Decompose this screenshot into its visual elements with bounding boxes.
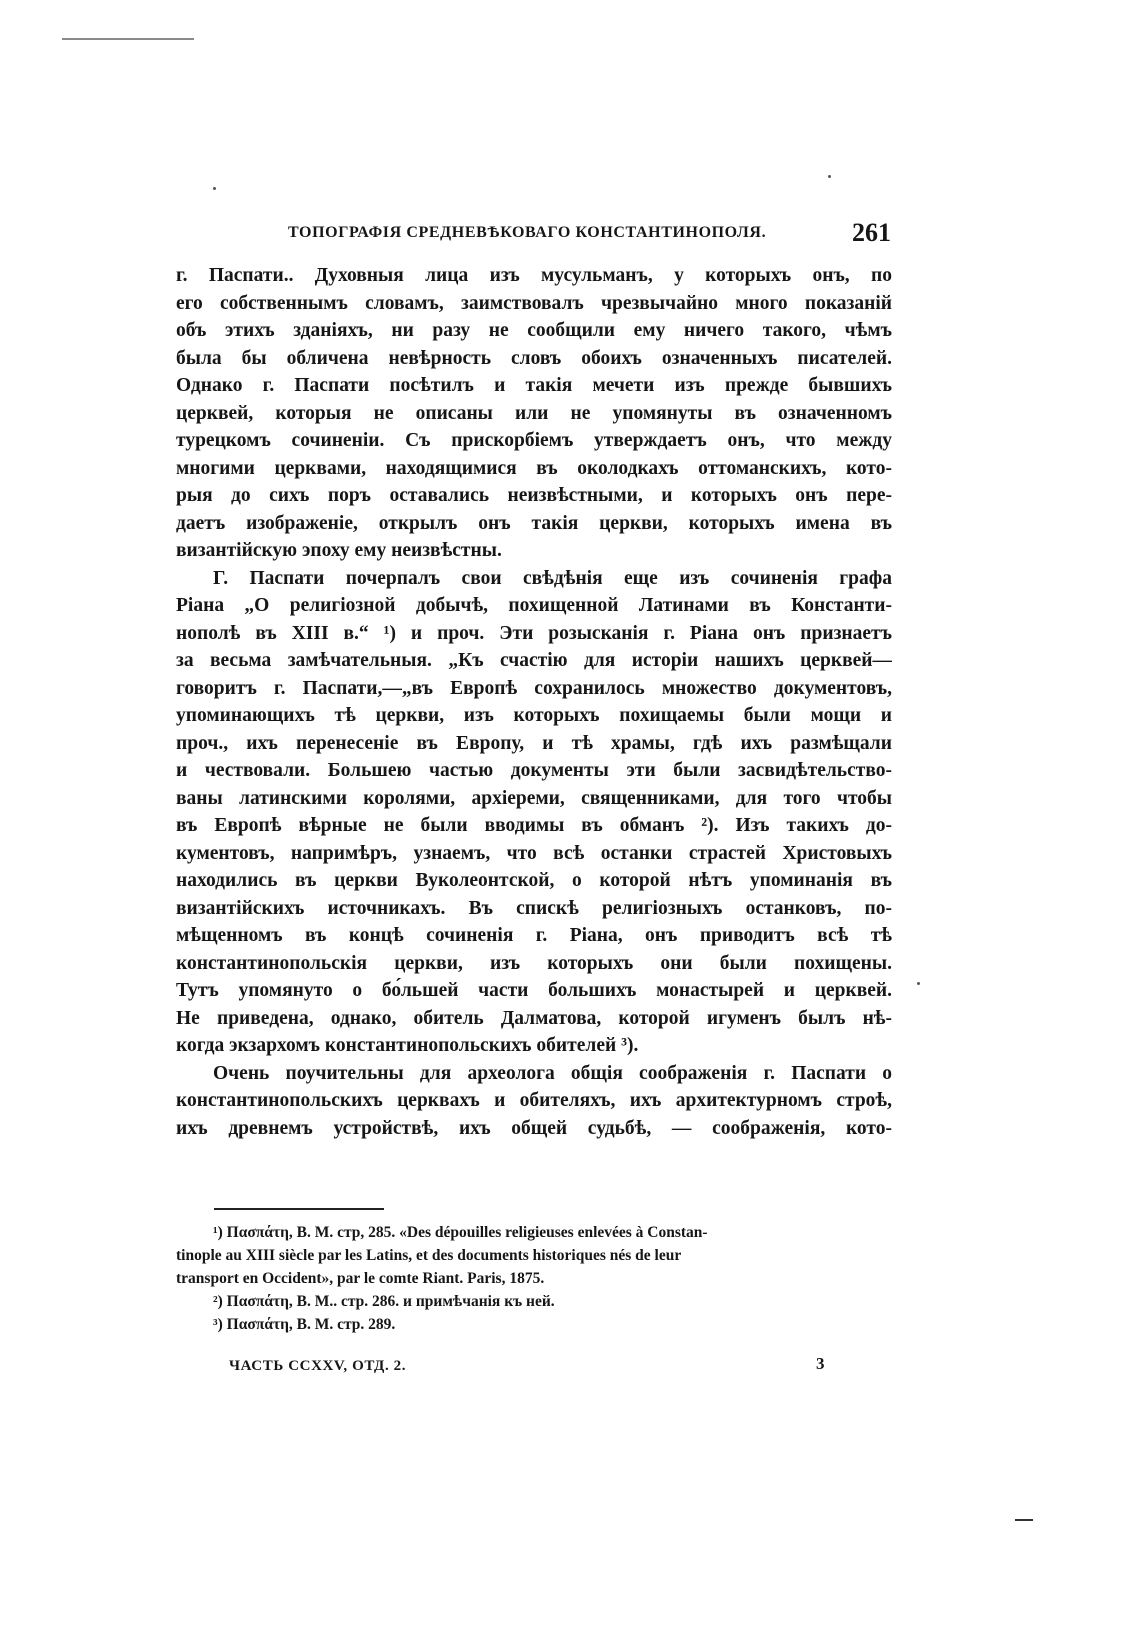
text-line: Однако г. Паспати посѣтилъ и такія мечети изъ прежде бывшихъ bbox=[176, 375, 892, 396]
text-line: Ріана „О религіозной добычѣ, похищенной Латинами въ Константи- bbox=[176, 595, 892, 616]
printer-signature: ЧАСТЬ CCXXV, ОТД. 2. bbox=[229, 1358, 407, 1374]
scan-edge-rule bbox=[62, 38, 194, 40]
text-line: г. Паспати.. Духовныя лица изъ мусульманъ, у которыхъ онъ, по bbox=[176, 265, 892, 286]
sheet-number: 3 bbox=[816, 1354, 825, 1373]
text-line: проч., ихъ перенесеніе въ Европу, и тѣ храмы, гдѣ ихъ размѣщали bbox=[176, 732, 892, 754]
footnote-1-continued: tinople au XIII siècle par les Latins, et des documents historiques nés de leur bbox=[176, 1247, 682, 1264]
scan-speck bbox=[828, 175, 831, 178]
text-line: рыя до сихъ поръ оставались неизвѣстными, и которыхъ онъ пере- bbox=[176, 485, 892, 506]
text-line: константинопольскія церкви, изъ которыхъ они были похищены. bbox=[176, 952, 892, 974]
text-line: нополѣ въ XIII в.“ ¹) и проч. Эти розысканія г. Ріана онъ признаетъ bbox=[176, 622, 892, 644]
text-line: его собственнымъ словамъ, заимствовалъ чрезвычайно много показаній bbox=[176, 292, 892, 314]
text-line: объ этихъ зданіяхъ, ни разу не сообщили ему ничего такого, чѣмъ bbox=[176, 320, 892, 341]
footnote-separator bbox=[214, 1208, 384, 1210]
text-line: византійскихъ источникахъ. Въ спискѣ религіозныхъ останковъ, по- bbox=[176, 897, 892, 919]
text-line: находились въ церкви Вуколеонтской, о которой нѣтъ упоминанія въ bbox=[176, 870, 892, 891]
footnote-1: ¹) Πασπάτη, Β. Μ. стр, 285. «Des dépouilles religieuses enlevées à Constan- bbox=[213, 1224, 708, 1241]
text-line: и чествовали. Большею частью документы эти были засвидѣтельство- bbox=[176, 760, 892, 781]
footnote-3: ³) Πασπάτη, Β. Μ. стр. 289. bbox=[213, 1316, 396, 1333]
text-line: ваны латинскими королями, архіереми, священниками, для того чтобы bbox=[176, 787, 892, 809]
footnotes bbox=[176, 1221, 892, 1336]
page-number: 261 bbox=[852, 218, 891, 247]
text-line: многими церквами, находящимися въ околодкахъ оттоманскихъ, кото- bbox=[176, 457, 892, 479]
footnote-2: ²) Πασπάτη, Β. Μ.. стр. 286. и примѣчанія къ ней. bbox=[213, 1293, 555, 1310]
text-line: говоритъ г. Паспати,—„въ Европѣ сохранилось множество документовъ, bbox=[176, 677, 892, 699]
paragraph-first-line: Очень поучительны для археолога общія соображенія г. Паспати о bbox=[213, 1062, 892, 1084]
text-line: константинопольскихъ церквахъ и обителяхъ, ихъ архитектурномъ строѣ, bbox=[176, 1090, 892, 1111]
text-line: турецкомъ сочиненіи. Съ прискорбіемъ утверждаетъ онъ, что между bbox=[176, 430, 892, 451]
scan-speck bbox=[917, 982, 920, 985]
text-line: мѣщенномъ въ концѣ сочиненія г. Ріана, онъ приводитъ всѣ тѣ bbox=[176, 925, 892, 946]
text-line: въ Европѣ вѣрные не были вводимы въ обманъ ²). Изъ такихъ до- bbox=[176, 815, 892, 836]
text-line: Не приведена, однако, обитель Далматова, которой игуменъ былъ нѣ- bbox=[176, 1007, 892, 1029]
text-line: византійскую эпоху ему неизвѣстны. bbox=[176, 540, 502, 561]
scan-speck bbox=[213, 187, 216, 190]
text-line: даетъ изображеніе, открылъ онъ такія церкви, которыхъ имена въ bbox=[176, 512, 892, 534]
text-line: Тутъ упомянуто о бо́льшей части большихъ монастырей и церквей. bbox=[176, 980, 892, 1001]
text-line: церквей, которыя не описаны или не упомянуты въ означенномъ bbox=[176, 402, 892, 424]
text-line: кументовъ, напримѣръ, узнаемъ, что всѣ останки страстей Христовыхъ bbox=[176, 842, 892, 864]
text-line: была бы обличена невѣрность словъ обоихъ означенныхъ писателей. bbox=[176, 347, 892, 369]
footnote-1-continued: transport en Occident», par le comte Riant. Paris, 1875. bbox=[176, 1270, 545, 1287]
running-title: ТОПОГРАФІЯ СРЕДНЕВѢКОВАГО КОНСТАНТИНОПОЛЯ. bbox=[288, 224, 767, 241]
text-line: ихъ древнемъ устройствѣ, ихъ общей судьбѣ, — соображенія, кото- bbox=[176, 1117, 892, 1139]
paragraph-first-line: Г. Паспати почерпалъ свои свѣдѣнія еще изъ сочиненія графа bbox=[213, 567, 892, 589]
running-header bbox=[288, 218, 891, 248]
body-text bbox=[176, 262, 892, 1187]
scan-edge-mark bbox=[1015, 1519, 1033, 1521]
text-line: упоминающихъ тѣ церкви, изъ которыхъ похищаемы были мощи и bbox=[176, 705, 892, 726]
text-line: за весьма замѣчательныя. „Къ счастію для исторіи нашихъ церквей— bbox=[176, 650, 892, 671]
text-line: когда экзархомъ константинопольскихъ обителей ³). bbox=[176, 1035, 639, 1056]
